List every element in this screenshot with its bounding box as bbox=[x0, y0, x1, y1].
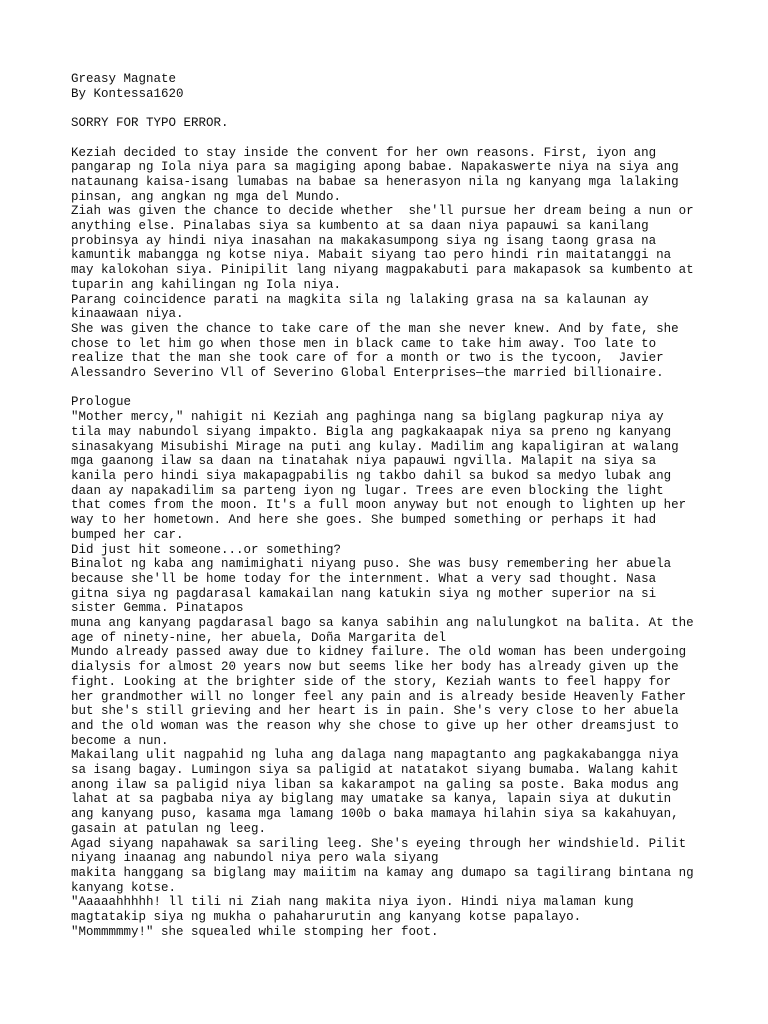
text-line: SORRY FOR TYPO ERROR. bbox=[71, 116, 229, 131]
text-line: kanyang kotse. bbox=[71, 880, 177, 895]
text-line: Alessandro Severino Vll of Severino Global Enterprises—the married billionaire. bbox=[71, 366, 664, 381]
text-line: way to her hometown. And here she goes. She bumped something or perhaps it had bbox=[71, 513, 657, 528]
text-line: sa isang bagay. Lumingon siya sa paligid at natatakot siyang bumaba. Walang kahit bbox=[71, 763, 679, 778]
text-line: muna ang kanyang pagdarasal bago sa kanya sabihin ang nalulungkot na balita. At the bbox=[71, 616, 694, 631]
text-line: that comes from the moon. It's a full moon anyway but not enough to lighten up her bbox=[71, 498, 687, 513]
text-line: tila may nabundol siyang impakto. Bigla ang pagkakaapak niya sa preno ng kanyang bbox=[71, 424, 672, 439]
text-line: magtatakip siya ng mukha o pahaharurutin ang kanyang kotse papalayo. bbox=[71, 910, 582, 925]
text-line: realize that the man she took care of for a month or two is the tycoon, Javier bbox=[71, 351, 664, 366]
text-line: Keziah decided to stay inside the convent for her own reasons. First, iyon ang bbox=[71, 145, 657, 160]
text-line: probinsya ay hindi niya inasahan na makakasumpong siya ng isang taong grasa na bbox=[71, 233, 657, 248]
text-line: "Aaaaahhhhh! ll tili ni Ziah nang makita niya iyon. Hindi niya malaman kung bbox=[71, 895, 634, 910]
text-line: kanila pero hindi siya makapagpabilis ng takbo dahil sa bukod sa medyo lubak ang bbox=[71, 468, 672, 483]
text-line: sister Gemma. Pinatapos bbox=[71, 601, 244, 616]
text-line: age of ninety-nine, her abuela, Doña Margarita del bbox=[71, 630, 447, 645]
text-line: become a nun. bbox=[71, 733, 169, 748]
document-page bbox=[71, 72, 711, 939]
text-line bbox=[71, 381, 711, 396]
text-line: kamuntik mabangga ng kotse niya. Mabait siyang tao pero hindi rin maitatanggi na bbox=[71, 248, 672, 263]
text-line: pangarap ng Iola niya para sa magiging apong babae. Napakaswerte niya na siya ang bbox=[71, 160, 679, 175]
text-line: Greasy Magnate bbox=[71, 72, 177, 86]
text-line: Agad siyang napahawak sa sariling leeg. She's eyeing through her windshield. Pilit bbox=[71, 836, 687, 851]
text-line: Did just hit someone...or something? bbox=[71, 542, 342, 557]
text-line: anong ilaw sa paligid niya liban sa kakarampot na galing sa poste. Baka modus ang bbox=[71, 777, 679, 792]
text-line: gitna siya ng pagdarasal kamakailan nang katukin siya ng mother superior na si bbox=[71, 586, 657, 601]
text-line: fight. Looking at the brighter side of the story, Keziah wants to feel happy for bbox=[71, 674, 672, 689]
text-line: "Mother mercy," nahigit ni Keziah ang paghinga nang sa biglang pagkurap niya ay bbox=[71, 410, 664, 425]
text-line: anything else. Pinalabas siya sa kumbento at sa daan niya papauwi sa kanilang bbox=[71, 219, 649, 234]
text-line bbox=[71, 131, 711, 146]
text-line: daan ay napakadilim sa parteng iyon ng lugar. Trees are even blocking the light bbox=[71, 483, 664, 498]
text-line: tuparin ang kahilingan ng Iola niya. bbox=[71, 277, 342, 292]
text-line: and the old woman was the reason why she chose to give up her other dreamsjust to bbox=[71, 718, 679, 733]
text-line bbox=[71, 101, 711, 116]
text-line: ang kanyang puso, kasama mga lamang 100b o baka mamaya hilahin siya sa kakahuyan, bbox=[71, 807, 679, 822]
text-line: kinaawaan niya. bbox=[71, 307, 184, 322]
text-line: "Mommmmmy!" she squealed while stomping her foot. bbox=[71, 924, 439, 939]
text-line: Makailang ulit nagpahid ng luha ang dalaga nang mapagtanto ang pagkakabangga niya bbox=[71, 748, 679, 763]
text-line: dialysis for almost 20 years now but seems like her body has already given up the bbox=[71, 660, 679, 675]
text-line: chose to let him go when those men in black came to take him away. Too late to bbox=[71, 336, 657, 351]
text-line: By Kontessa1620 bbox=[71, 86, 184, 101]
text-line: Mundo already passed away due to kidney failure. The old woman has been undergoing bbox=[71, 645, 687, 660]
text-line: nataunang kaisa-isang lumabas na babae sa henerasyon nila ng kanyang mga lalaking bbox=[71, 174, 679, 189]
text-line: pinsan, ang angkan ng mga del Mundo. bbox=[71, 189, 342, 204]
text-line: but she's still grieving and her heart is in pain. She's very close to her abuela bbox=[71, 704, 679, 719]
text-line: may kalokohan siya. Pinipilit lang niyang magpakabuti para makapasok sa kumbento at bbox=[71, 263, 694, 278]
text-line: Binalot ng kaba ang namimighati niyang puso. She was busy remembering her abuela bbox=[71, 557, 672, 572]
text-line: lahat at sa pagbaba niya ay biglang may umatake sa kanya, lapain siya at dukutin bbox=[71, 792, 672, 807]
text-line: niyang inaanag ang nabundol niya pero wala siyang bbox=[71, 851, 439, 866]
text-line: Parang coincidence parati na magkita sila ng lalaking grasa na sa kalaunan ay bbox=[71, 292, 649, 307]
text-line: Prologue bbox=[71, 395, 132, 410]
text-line: gasain at patulan ng leeg. bbox=[71, 821, 267, 836]
text-line: sinasakyang Misubishi Mirage na puti ang kulay. Madilim ang kapaligiran at walang bbox=[71, 439, 679, 454]
text-line: mga gaanong ilaw sa daan na tinatahak niya papauwi ngvilla. Malapit na siya sa bbox=[71, 454, 657, 469]
text-line: Ziah was given the chance to decide whether she'll pursue her dream being a nun or bbox=[71, 204, 694, 219]
text-line: because she'll be home today for the internment. What a very sad thought. Nasa bbox=[71, 571, 657, 586]
text-line: makita hanggang sa biglang may maiitim na kamay ang dumapo sa tagilirang bintana ng bbox=[71, 865, 694, 880]
text-line: bumped her car. bbox=[71, 527, 184, 542]
text-line: She was given the chance to take care of the man she never knew. And by fate, she bbox=[71, 321, 679, 336]
text-line: her grandmother will no longer feel any pain and is already beside Heavenly Father bbox=[71, 689, 687, 704]
